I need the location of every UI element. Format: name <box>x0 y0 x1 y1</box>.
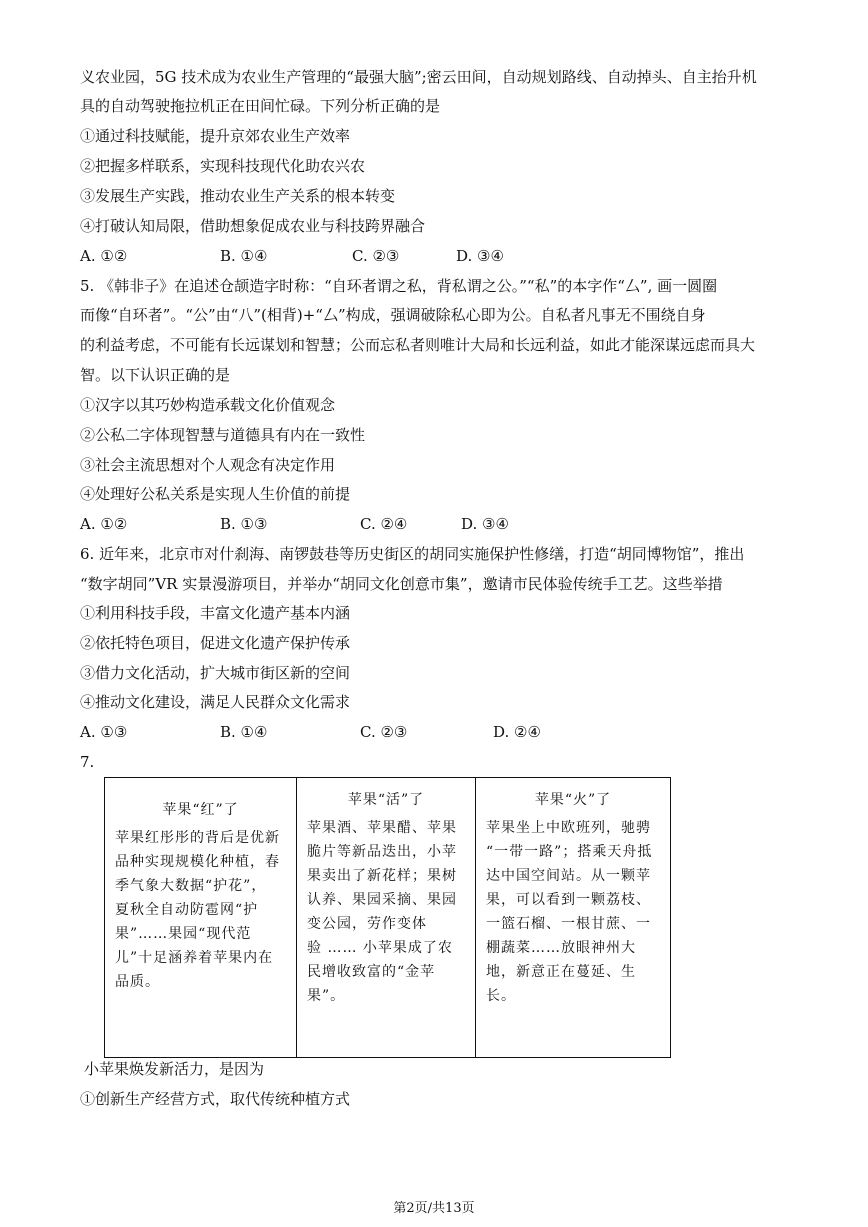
q7-cell-line: 果”。 <box>307 988 346 1004</box>
q5-statement-3: ③社会主流思想对个人观念有决定作用 <box>80 456 336 474</box>
q4-option-b: B. ①④ <box>220 247 268 265</box>
q6-statement-4: ④推动文化建设，满足人民群众文化需求 <box>80 693 351 711</box>
q4-stem-line-2: 具的自动驾驶拖拉机正在田间忙碌。下列分析正确的是 <box>80 97 441 115</box>
q5-stem-line-3: 的利益考虑，不可能有长远谋划和智慧；公而忘私者则唯计大局和长远利益，如此才能深谋远虑而具大 <box>80 336 756 354</box>
q7-cell-line: 品种实现规模化种植，春 <box>115 854 280 870</box>
q6-option-d: D. ②④ <box>493 723 541 741</box>
q7-cell-title: 苹果“活”了 <box>347 792 425 808</box>
q7-cell-title: 苹果“红”了 <box>162 802 239 818</box>
q4-option-d: D. ③④ <box>456 247 504 265</box>
q7-cell-line: 变公园，劳作变体 <box>307 916 427 932</box>
q7-statement-1: ①创新生产经营方式，取代传统种植方式 <box>80 1090 351 1108</box>
q6-statement-1: ①利用科技手段，丰富文化遗产基本内涵 <box>80 604 351 622</box>
q7-cell-line: 验 …… 小苹果成了农 <box>307 940 453 956</box>
q5-stem-line-2: 而像“自环者”。“公”由“八”(相背)+“厶”构成，强调破除私心即为公。自私者凡事无不围绕自身 <box>80 306 706 324</box>
q7-cell-alive <box>297 778 476 1058</box>
q6-option-c: C. ②③ <box>360 723 408 741</box>
q4-statement-3: ③发展生产实践，推动农业生产关系的根本转变 <box>80 187 396 205</box>
q7-cell-line: 品质。 <box>115 974 160 990</box>
q5-option-d: D. ③④ <box>461 515 509 533</box>
q7-cell-line: 季气象大数据“护花”， <box>115 878 267 894</box>
q7-cell-line: 民增收致富的“金苹 <box>307 964 436 980</box>
q7-cell-red <box>105 778 297 1058</box>
q7-cell-hot <box>476 778 671 1058</box>
q5-stem-line-4: 智。以下认识正确的是 <box>80 366 231 384</box>
q7-cell-line: 苹果红彤彤的背后是优新 <box>115 830 280 846</box>
q7-cell-line: 果”……果园“现代范 <box>115 926 252 942</box>
q7-cell-line: 长。 <box>486 988 516 1004</box>
q4-option-c: C. ②③ <box>352 247 400 265</box>
q6-stem-line-2: “数字胡同”VR 实景漫游项目，并举办“胡同文化创意市集”，邀请市民体验传统手工艺。这些举措 <box>80 575 723 593</box>
q4-statement-2: ②把握多样联系，实现科技现代化助农兴农 <box>80 157 366 175</box>
q6-statement-3: ③借力文化活动，扩大城市街区新的空间 <box>80 664 351 682</box>
q7-table-row <box>105 778 671 1058</box>
q7-cell-line: 果卖出了新花样；果树 <box>307 868 457 884</box>
q4-statement-4: ④打破认知局限，借助想象促成农业与科技跨界融合 <box>80 217 426 235</box>
q7-cell-line: 苹果酒、苹果醋、苹果 <box>307 820 457 836</box>
q5-option-c: C. ②④ <box>360 515 408 533</box>
q7-cell-line: 果，可以看到一颗荔枝、 <box>486 892 651 908</box>
q7-cell-line: 认养、果园采摘、果园 <box>307 892 457 908</box>
q4-statement-1: ①通过科技赋能，提升京郊农业生产效率 <box>80 127 351 145</box>
q5-statement-4: ④处理好公私关系是实现人生价值的前提 <box>80 485 351 503</box>
q5-statement-1: ①汉字以其巧妙构造承载文化价值观念 <box>80 396 336 414</box>
q5-option-a: A. ①② <box>80 515 128 533</box>
q7-cell-line: 地，新意正在蔓延、生 <box>486 964 636 980</box>
q6-statement-2: ②依托特色项目，促进文化遗产保护传承 <box>80 634 351 652</box>
q6-option-b: B. ①④ <box>220 723 268 741</box>
q7-cell-title: 苹果“火”了 <box>534 792 612 808</box>
q7-stem: 小苹果焕发新活力，是因为 <box>84 1060 265 1078</box>
q7-cell-line: 一篮石榴、一根甘蔗、一 <box>486 916 651 932</box>
q6-option-a: A. ①③ <box>80 723 128 741</box>
q7-cell-line: “一带一路”；搭乘天舟抵 <box>486 844 653 860</box>
q6-stem-line-1: 6. 近年来，北京市对什刹海、南锣鼓巷等历史街区的胡同实施保护性修缮，打造“胡同博物馆”，推出 <box>80 545 745 563</box>
q7-cell-line: 苹果坐上中欧班列，驰骋 <box>486 820 651 836</box>
q7-cell-line: 儿”十足涵养着苹果内在 <box>115 950 274 966</box>
q5-option-b: B. ①③ <box>220 515 268 533</box>
q7-cell-line: 夏秋全自动防雹网“护 <box>115 902 259 918</box>
q7-cell-line: 棚蔬菜……放眼神州大 <box>486 940 636 956</box>
q4-option-a: A. ①② <box>80 247 128 265</box>
q7-number: 7. <box>80 753 95 771</box>
q4-stem-line-1: 义农业园，5G 技术成为农业生产管理的“最强大脑”;密云田间，自动规划路线、自动掉头、自主抬升机 <box>80 68 757 86</box>
q7-cell-line: 脆片等新品迭出，小苹 <box>307 844 457 860</box>
q5-statement-2: ②公私二字体现智慧与道德具有内在一致性 <box>80 426 366 444</box>
q5-stem-line-1: 5. 《韩非子》在追述仓颉造字时称：“自环者谓之私，背私谓之公。”“私”的本字作“厶”, 画一圆圈 <box>80 277 718 295</box>
page-number: 第2页/共13页 <box>393 1201 475 1216</box>
q7-material-table <box>104 777 671 1058</box>
q7-cell-line: 达中国空间站。从一颗苹 <box>486 868 651 884</box>
